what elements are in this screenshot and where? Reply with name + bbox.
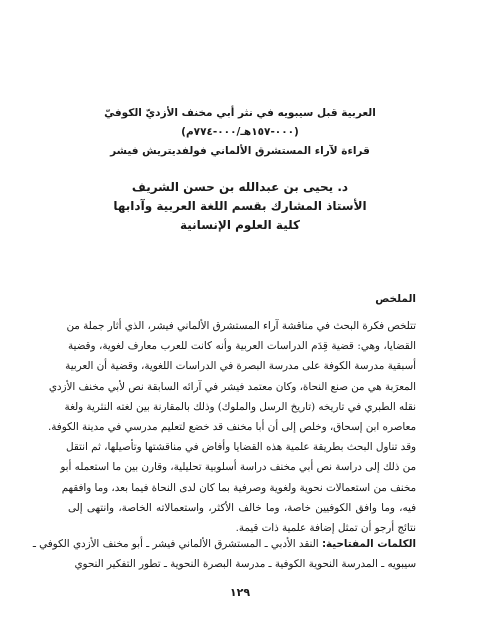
summary-line: المعرَبة هي من صنع النحاة، وكان معتمد فيشر في آرائه السابقة نص لأبي مخنف الأزدي bbox=[48, 380, 416, 393]
summary-line: تتلخص فكرة البحث في مناقشة آراء المستشرق الألماني فيشر، الذي أثار جملة من bbox=[66, 320, 416, 332]
page-number: ١٢٩ bbox=[229, 586, 251, 599]
summary-heading: الملخص bbox=[375, 293, 416, 305]
keywords-label: الكلمات المفتاحية: bbox=[321, 538, 416, 550]
keywords-block bbox=[32, 534, 416, 574]
keywords-line bbox=[32, 534, 416, 554]
article-title: العربية قبل سيبويه في نثر أبي مخنف الأزديّ الكوفيّ bbox=[104, 107, 376, 119]
author-name: د. يحيى بن عبدالله بن حسن الشريف bbox=[131, 180, 349, 194]
author-college: كلية العلوم الإنسانية bbox=[180, 218, 300, 232]
summary-line: معاصره ابن إسحاق، وخلص إلى أن أبا مخنف قد خضع لتعليم مدرسي في مدينة الكوفة. bbox=[48, 421, 416, 434]
summary-line: من ذلك إلى دراسة نص أبي مخنف دراسة أسلوبية تحليلية، وقارن بين ما استعمله أبو bbox=[60, 461, 416, 474]
summary-line: نقله الطبري في تاريخه (تاريخ الرسل والملوك) وذلك بالمقارنة بين لغته النثرية ولغة bbox=[64, 400, 416, 413]
summary-line: مخنف من استعمالات نحوية ولغوية وصرفية بما كان لدى النحاة فيما بعد، وما وافقهم bbox=[61, 481, 416, 494]
keywords-line: سيبويه ـ المدرسة النحوية الكوفية ـ مدرسة البصرة النحوية ـ تطور التفكير النحوي bbox=[74, 558, 416, 570]
article-title-block bbox=[0, 104, 480, 161]
keywords-text: النقد الأدبي ـ المستشرق الألماني فيشر ـ أبو مخنف الأزدي الكوفي ـ bbox=[32, 538, 319, 550]
author-position: الأستاذ المشارك بقسم اللغة العربية وآدابها bbox=[113, 199, 367, 213]
article-dates: (٠٠٠-١٥٧هـ/٠٠٠-٧٧٤م) bbox=[181, 126, 299, 138]
article-subtitle: قراءة لآراء المستشرق الألماني فولفديتريش فيشر bbox=[110, 145, 370, 157]
summary-line: فيه، وما وافق الكوفيين خاصة، وما خالف الأكثر، واستعمالاته الخاصة، وانتهى إلى bbox=[68, 501, 416, 514]
summary-line: نتائج أرجو أن تمثل إضافة علمية ذات قيمة. bbox=[235, 522, 416, 535]
summary-body bbox=[48, 316, 416, 538]
summary-line: القضايا، وهي: قضية قِدَم الدراسات العربية وأنه كانت للعرب معارف لغوية، وقضية bbox=[68, 340, 416, 353]
author-block bbox=[0, 178, 480, 235]
summary-line: أسبقية مدرسة الكوفة على مدرسة البصرة في الدراسات اللغوية، وقضية أن العربية bbox=[65, 360, 416, 373]
summary-line: وقد تناول البحث بطريقة علمية هذه القضايا وأفاض في مناقشتها وتأصيلها، ثم انتقل bbox=[66, 441, 416, 454]
